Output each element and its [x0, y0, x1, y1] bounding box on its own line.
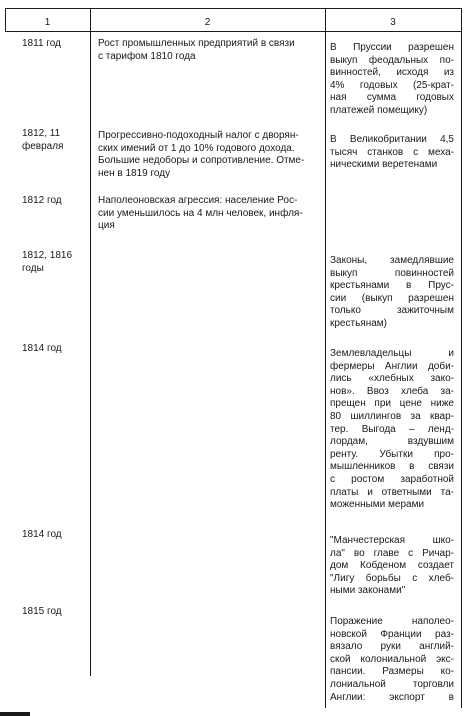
row-4-foreign [330, 255, 454, 331]
text-line: крестьянами в Прус- [330, 280, 454, 292]
text-line: сии (выкуп разрешен [330, 292, 454, 304]
text-line: тер. Выгода – ленд- [330, 423, 454, 435]
date-line: 1812, 1816 [22, 250, 73, 261]
text-line: 4% годовых (25-крат- [330, 79, 454, 91]
row-2-date [22, 128, 82, 153]
date-line: 1814 год [22, 343, 62, 354]
text-line: платежей помещику) [330, 104, 428, 116]
text-line: выкуп повинностей [330, 267, 454, 279]
text-line: дом Кобденом создает [330, 560, 454, 572]
row-6-foreign [330, 535, 454, 598]
text-line: ренту. Убытки про- [330, 448, 454, 460]
text-line: Наполеоновская агрессия: население Рос- [98, 195, 298, 206]
text-line: ской колониальной экс- [330, 653, 454, 665]
column-header-2: 2 [204, 17, 211, 28]
text-line: "Манчестерская шко- [330, 535, 454, 546]
date-line: годы [22, 262, 44, 274]
column-divider-2 [325, 8, 326, 708]
row-5-foreign [330, 348, 454, 512]
row-1-domestic [98, 38, 320, 63]
text-line: Законы, замедлявшие [330, 255, 454, 266]
text-line: тысяч станков с меха- [330, 146, 454, 158]
row-4-date [22, 250, 82, 275]
header-bottom-border [5, 31, 462, 32]
text-line: Поражение наполео- [330, 616, 454, 627]
text-line: "Лигу борьбы с хлеб- [330, 572, 454, 584]
date-line: 1812 год [22, 195, 62, 206]
row-5-date [22, 343, 82, 356]
text-line: ническими веретенами [330, 159, 438, 171]
table-top-border [5, 8, 462, 9]
row-1-foreign [330, 42, 454, 118]
text-line: крестьянам) [330, 317, 387, 329]
date-line: 1814 год [22, 529, 62, 540]
column-header-3: 3 [390, 17, 396, 28]
page-edge-mark [0, 712, 30, 716]
text-line: Большие недоборы и сопротивление. Отме- [98, 155, 305, 167]
row-2-domestic [98, 130, 320, 180]
text-line: Англии: экспорт в [330, 691, 454, 703]
text-line: винностей, исходя из [330, 67, 454, 79]
row-7-date [22, 606, 82, 619]
text-line: мышленников в связи [330, 461, 454, 473]
text-line: нов». Ввоз хлеба за- [330, 385, 454, 397]
row-3-domestic [98, 195, 320, 233]
text-line: ция [98, 220, 115, 232]
row-3-date [22, 195, 82, 208]
row-2-foreign [330, 134, 454, 172]
text-line: вязало руки англий- [330, 641, 454, 653]
text-line: пансии. Размеры ко- [330, 666, 454, 678]
text-line: ских имений от 1 до 10% годового дохода. [98, 142, 295, 154]
text-line: ла" во главе с Ричар- [330, 547, 454, 559]
text-line: фермеры Англии доби- [330, 360, 454, 372]
text-line: лись «хлебных зако- [330, 373, 454, 385]
row-6-date [22, 529, 82, 542]
column-divider-1 [90, 8, 91, 676]
text-line: 80 шиллингов за квар- [330, 410, 454, 422]
text-line: с ростом заработной [330, 473, 454, 485]
text-line: ная сумма годовых [330, 92, 454, 104]
text-line: Землевладельцы и [330, 348, 454, 359]
date-line: 1815 год [22, 606, 62, 617]
text-line: В Пруссии разрешен [330, 42, 454, 53]
row-7-foreign [330, 616, 454, 704]
text-line: лониальной торговли [330, 678, 454, 690]
text-line: с тарифом 1810 года [98, 50, 196, 62]
row-1-date [22, 38, 82, 51]
text-line: Рост промышленных предприятий в связи [98, 38, 295, 49]
column-header-1: 1 [44, 17, 51, 28]
date-line: 1811 год [22, 38, 61, 49]
text-line: прещен при цене ниже [330, 398, 454, 410]
text-line: новской Франции раз- [330, 628, 454, 640]
text-line: моженными мерами [330, 499, 425, 511]
text-line: Прогрессивно-подоходный налог с дворян- [98, 130, 299, 141]
text-line: выкуп феодальных по- [330, 54, 454, 66]
text-line: лордам, вздувшим [330, 436, 454, 448]
table-right-border [461, 8, 462, 708]
text-line: В Великобритании 4,5 [330, 134, 454, 145]
text-line: сии уменьшилось на 4 млн человек, инфля- [98, 207, 303, 219]
text-line: ными законами" [330, 585, 406, 597]
date-line: 1812, 11 [22, 128, 61, 139]
date-line: февраля [22, 140, 64, 152]
text-line: только зажиточным [330, 305, 454, 317]
text-line: нен в 1819 году [98, 167, 171, 179]
text-line: платы и ответными та- [330, 486, 454, 498]
